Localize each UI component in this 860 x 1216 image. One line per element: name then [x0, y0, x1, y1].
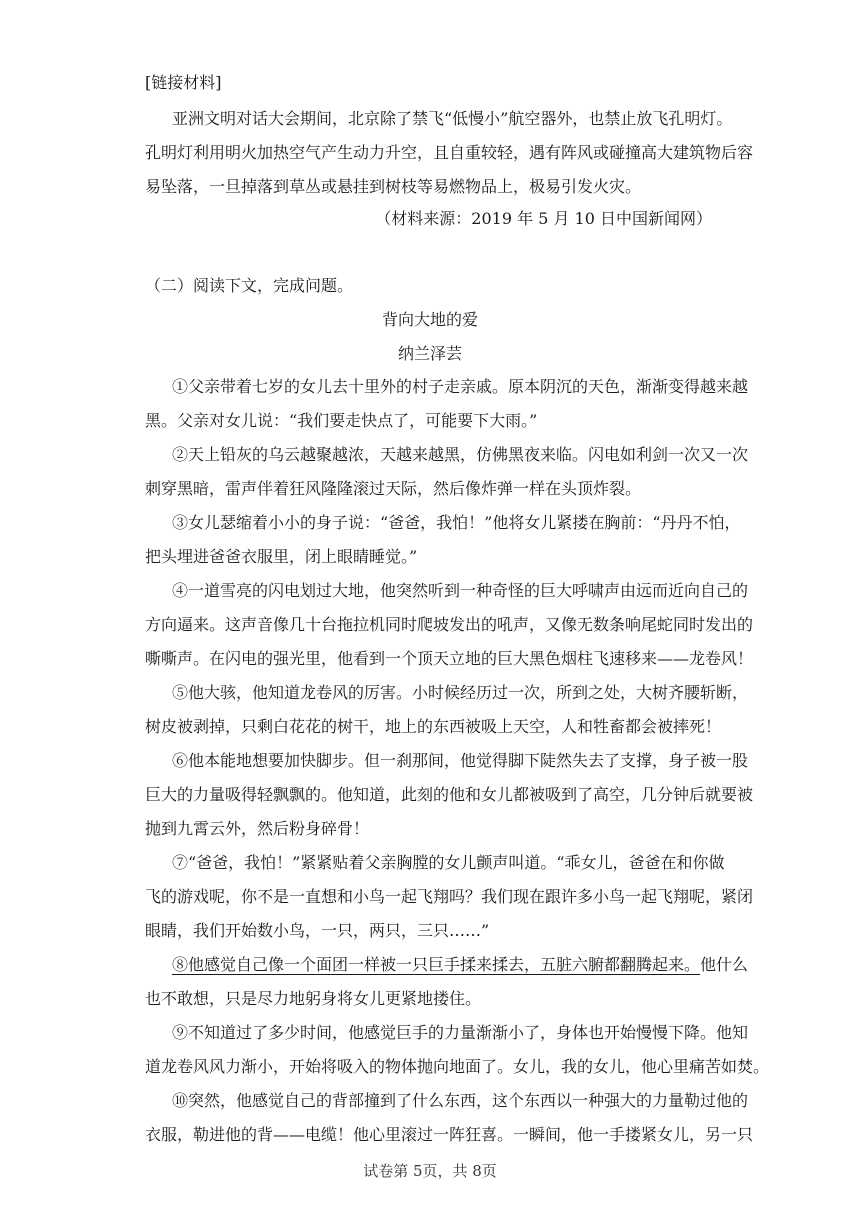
paragraph-line: 黑。父亲对女儿说：“我们要走快点了，可能要下大雨。” [145, 411, 538, 430]
paragraph-line: ②天上铅灰的乌云越聚越浓，天越来越黑，仿佛黑夜来临。闪电如利剑一次又一次 [172, 445, 749, 464]
paragraph-line: 抛到九霄云外，然后粉身碎骨！ [145, 819, 370, 838]
paragraph-line: ④一道雪亮的闪电划过大地，他突然听到一种奇怪的巨大呼啸声由远而近向自己的 [172, 581, 749, 600]
paragraph-line: 方向逼来。这声音像几十台拖拉机同时爬坡发出的吼声，又像无数条响尾蛇同时发出的 [145, 615, 754, 634]
paragraph-line: ⑤他大骇，他知道龙卷风的厉害。小时候经历过一次，所到之处，大树齐腰斩断， [172, 683, 749, 702]
paragraph-line [172, 955, 748, 975]
paragraph-line: 巨大的力量吸得轻飘飘的。他知道，此刻的他和女儿都被吸到了高空，几分钟后就要被 [145, 785, 754, 804]
section-instruction: （二）阅读下文，完成问题。 [145, 276, 354, 295]
paragraph-line: 树皮被剥掉，只剩白花花的树干，地上的东西被吸上天空，人和牲畜都会被摔死！ [145, 717, 722, 736]
paragraph-line: ⑥他本能地想要加快脚步。但一刹那间，他觉得脚下陡然失去了支撑，身子被一股 [172, 751, 749, 770]
paragraph-line: 也不敢想，只是尽力地躬身将女儿更紧地搂住。 [145, 989, 482, 1008]
paragraph-line: 刺穿黑暗，雷声伴着狂风隆隆滚过天际，然后像炸弹一样在头顶炸裂。 [145, 479, 642, 498]
paragraph-line: ①父亲带着七岁的女儿去十里外的村子走亲戚。原本阴沉的天色，渐渐变得越来越 [172, 377, 749, 396]
sentence-continuation: 他什么 [700, 955, 749, 974]
page-footer: 试卷第 5页，共 8页 [363, 1162, 497, 1180]
paragraph-line: 把头埋进爸爸衣服里，闭上眼睛睡觉。” [145, 547, 418, 566]
paragraph-line: ⑦“爸爸，我怕！”紧紧贴着父亲胸膛的女儿颤声叫道。“乖女儿，爸爸在和你做 [172, 853, 725, 872]
paragraph-line: ⑩突然，他感觉自己的背部撞到了什么东西，这个东西以一种强大的力量勒过他的 [172, 1091, 749, 1110]
paragraph-line: 道龙卷风风力渐小，开始将吸入的物体抛向地面了。女儿，我的女儿，他心里痛苦如焚。 [145, 1057, 770, 1076]
paragraph-line: ⑨不知道过了多少时间，他感觉巨手的力量渐渐小了，身体也开始慢慢下降。他知 [172, 1023, 749, 1042]
paragraph-line: 眼睛，我们开始数小鸟，一只，两只，三只……” [145, 921, 490, 940]
link-material-line: 易坠落，一旦掉落到草丛或悬挂到树枝等易燃物品上，极易引发火灾。 [145, 177, 642, 196]
underlined-sentence: ⑧他感觉自己像一个面团一样被一只巨手揉来揉去，五脏六腑都翻腾起来。 [172, 955, 701, 974]
link-material-heading: [链接材料] [145, 73, 222, 92]
link-material-line: 亚洲文明对话大会期间，北京除了禁飞“低慢小”航空器外，也禁止放飞孔明灯。 [172, 109, 733, 128]
article-title: 背向大地的爱 [381, 310, 478, 329]
paragraph-line: 飞的游戏呢，你不是一直想和小鸟一起飞翔吗？我们现在跟许多小鸟一起飞翔呢，紧闭 [145, 887, 754, 906]
paragraph-line: 嘶嘶声。在闪电的强光里，他看到一个顶天立地的巨大黑色烟柱飞速移来——龙卷风！ [145, 649, 754, 668]
paragraph-line: ③女儿瑟缩着小小的身子说：“爸爸，我怕！”他将女儿紧搂在胸前：“丹丹不怕， [172, 513, 741, 532]
paragraph-line: 衣服，勒进他的背——电缆！他心里滚过一阵狂喜。一瞬间，他一手搂紧女儿，另一只 [145, 1125, 754, 1144]
article-author: 纳兰泽芸 [397, 344, 462, 363]
link-material-line: 孔明灯利用明火加热空气产生动力升空，且自重较轻，遇有阵风或碰撞高大建筑物后容 [145, 143, 754, 162]
link-material-source: （材料来源：2019 年 5 月 10 日中国新闻网） [375, 209, 712, 228]
